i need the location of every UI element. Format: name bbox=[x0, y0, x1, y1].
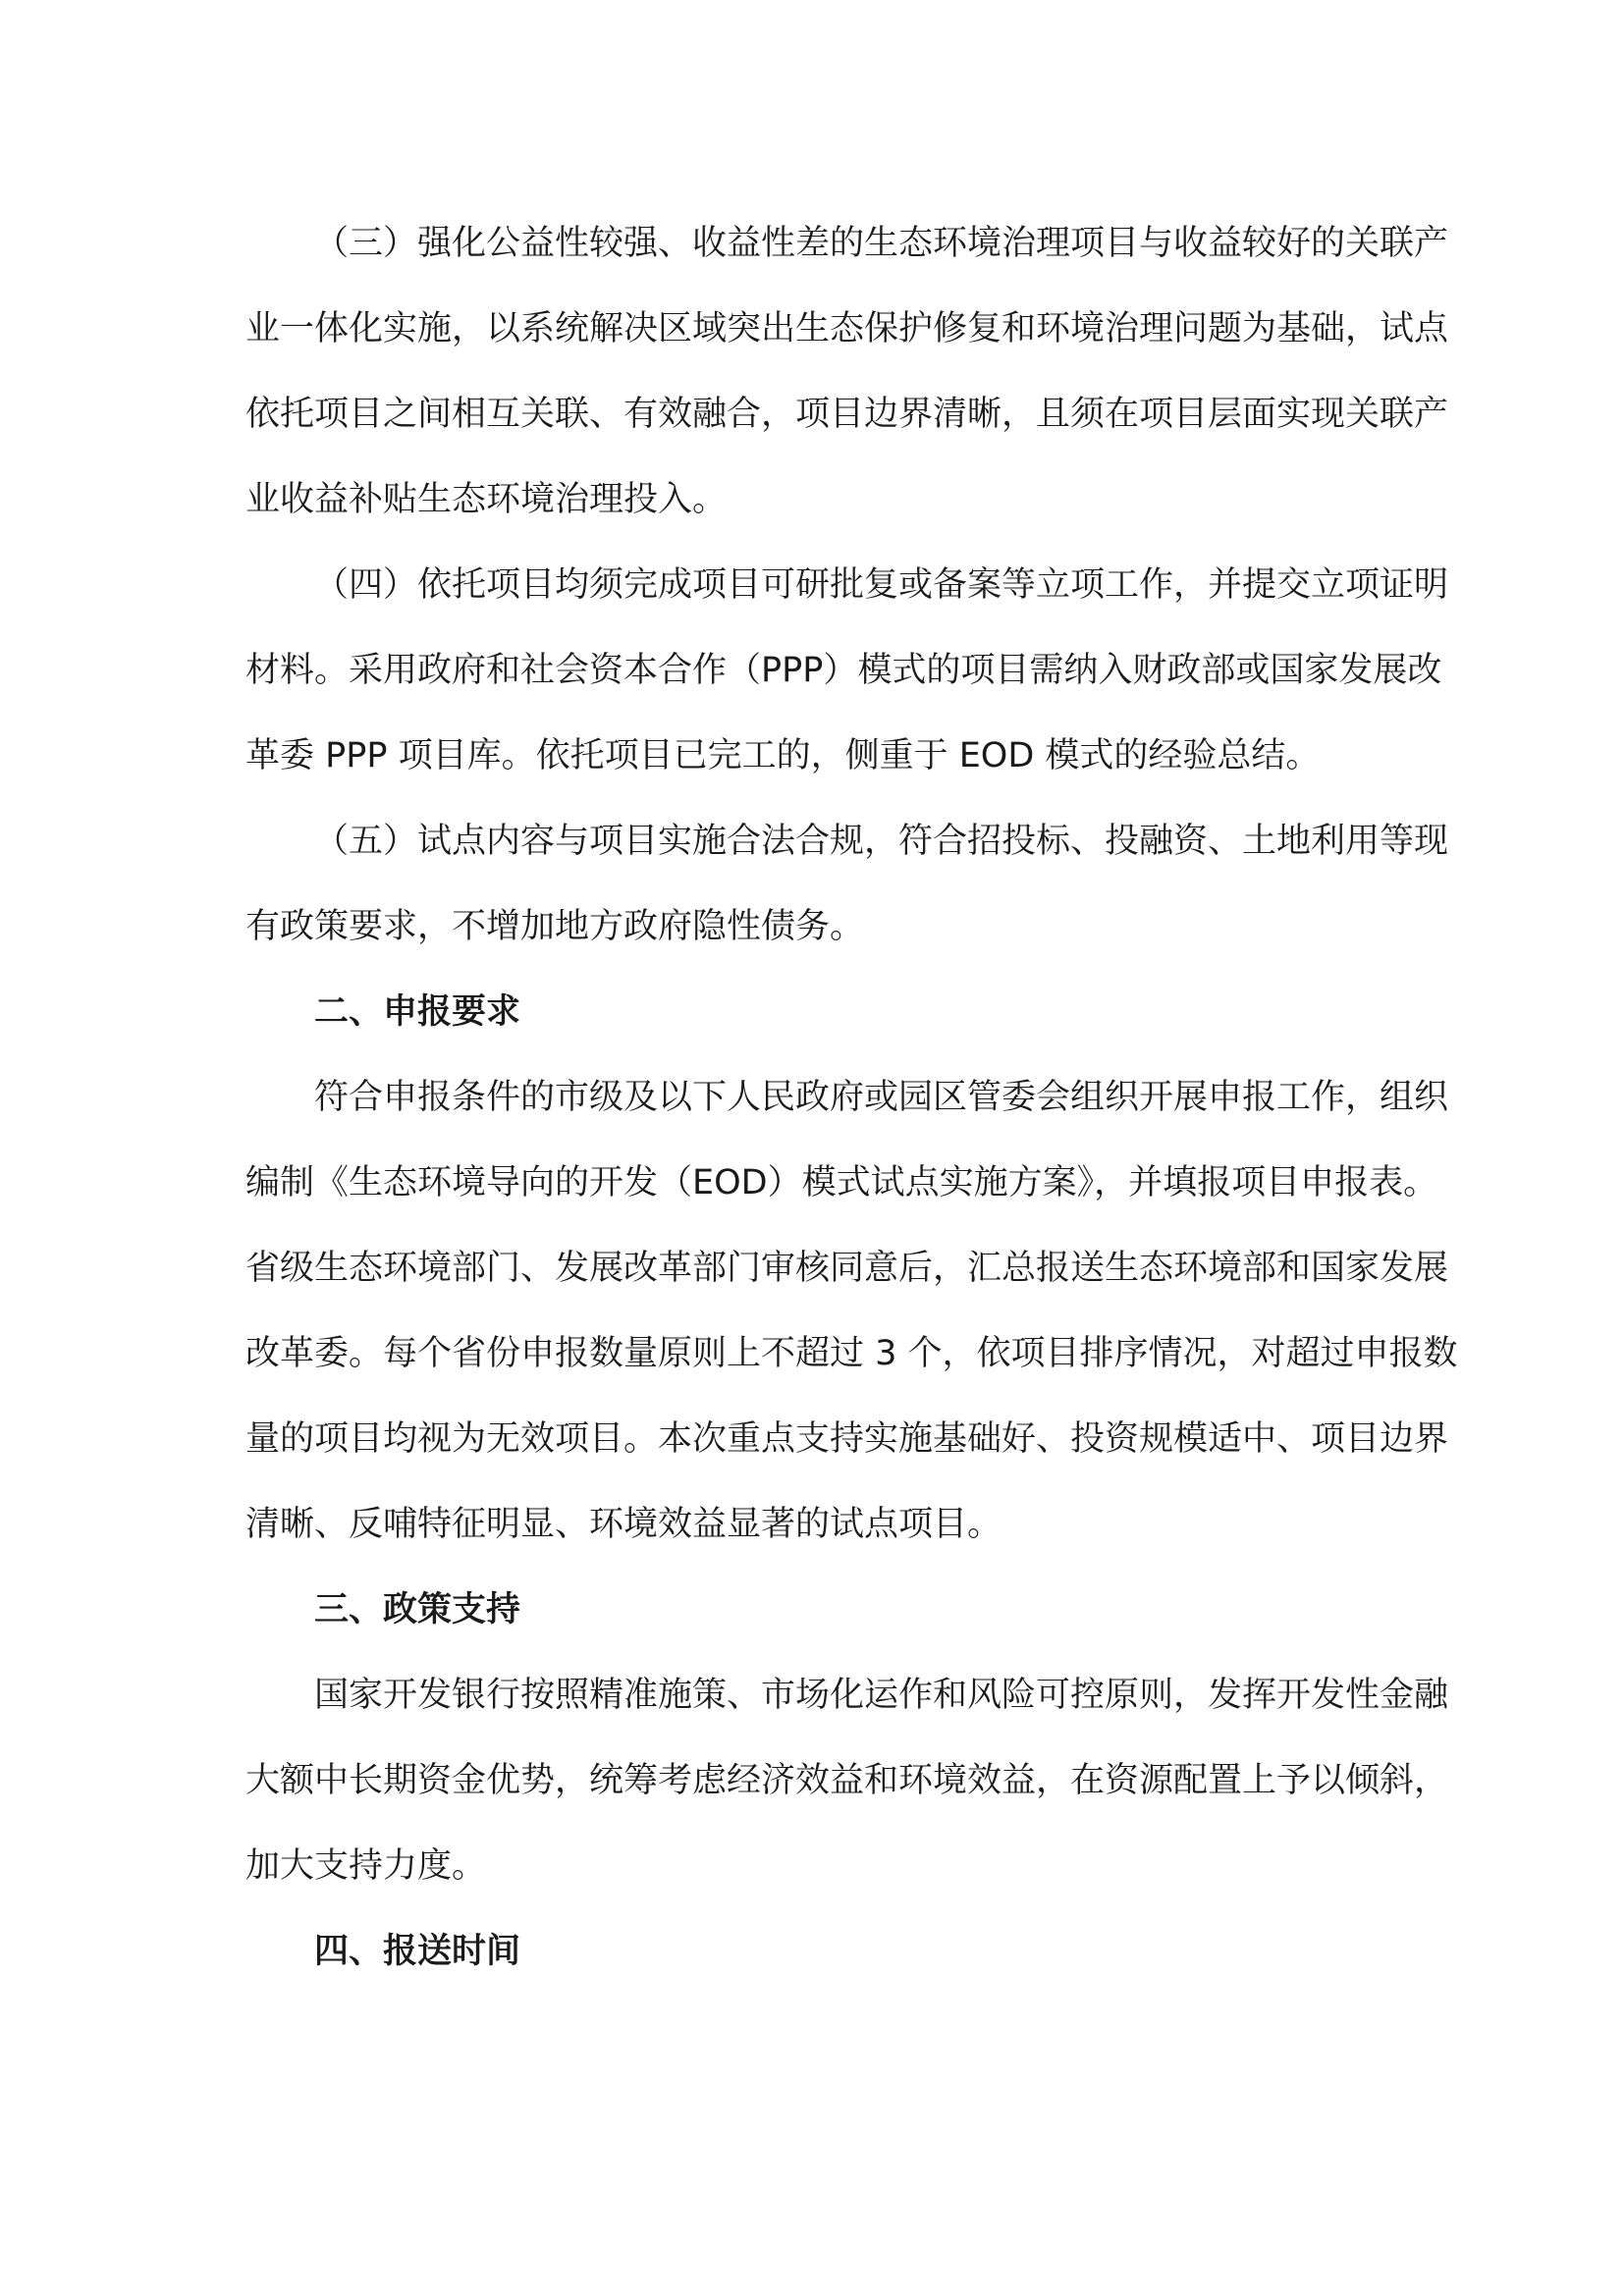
paragraph-5-line-1: （五）试点内容与项目实施合法合规，符合招投标、投融资、土地利用等现 bbox=[314, 822, 1449, 861]
document-page bbox=[245, 0, 1458, 2296]
requirements-line-3: 省级生态环境部门、发展改革部门审核同意后，汇总报送生态环境部和国家发展 bbox=[245, 1249, 1449, 1288]
paragraph-3-line-2: 业一体化实施，以系统解决区域突出生态保护修复和环境治理问题为基础，试点 bbox=[245, 309, 1449, 348]
requirements-line-2: 编制《生态环境导向的开发（EOD）模式试点实施方案》，并填报项目申报表。 bbox=[245, 1163, 1438, 1202]
paragraph-4-line-2: 材料。采用政府和社会资本合作（PPP）模式的项目需纳入财政部或国家发展改 bbox=[245, 651, 1442, 690]
paragraph-3-line-4: 业收益补贴生态环境治理投入。 bbox=[245, 480, 728, 519]
paragraph-3-line-1: （三）强化公益性较强、收益性差的生态环境治理项目与收益较好的关联产 bbox=[314, 224, 1449, 263]
policy-line-3: 加大支持力度。 bbox=[245, 1846, 487, 1886]
requirements-line-4: 改革委。每个省份申报数量原则上不超过 3 个，依项目排序情况，对超过申报数 bbox=[245, 1334, 1458, 1373]
policy-line-2: 大额中长期资金优势，统筹考虑经济效益和环境效益，在资源配置上予以倾斜， bbox=[245, 1761, 1449, 1800]
requirements-line-1: 符合申报条件的市级及以下人民政府或园区管委会组织开展申报工作，组织 bbox=[314, 1078, 1449, 1117]
requirements-line-5: 量的项目均视为无效项目。本次重点支持实施基础好、投资规模适中、项目边界 bbox=[245, 1419, 1449, 1459]
paragraph-4-line-1: （四）依托项目均须完成项目可研批复或备案等立项工作，并提交立项证明 bbox=[314, 565, 1449, 605]
paragraph-3-line-3: 依托项目之间相互关联、有效融合，项目边界清晰，且须在项目层面实现关联产 bbox=[245, 395, 1449, 434]
section-heading-application-requirements: 二、申报要求 bbox=[314, 992, 521, 1032]
section-heading-policy-support: 三、政策支持 bbox=[314, 1590, 521, 1629]
paragraph-4-line-3: 革委 PPP 项目库。依托项目已完工的，侧重于 EOD 模式的经验总结。 bbox=[245, 736, 1321, 775]
paragraph-5-line-2: 有政策要求，不增加地方政府隐性债务。 bbox=[245, 907, 865, 946]
policy-line-1: 国家开发银行按照精准施策、市场化运作和风险可控原则，发挥开发性金融 bbox=[314, 1676, 1449, 1715]
section-heading-submission-time: 四、报送时间 bbox=[314, 1932, 521, 1971]
requirements-line-6: 清晰、反哺特征明显、环境效益显著的试点项目。 bbox=[245, 1505, 1002, 1544]
